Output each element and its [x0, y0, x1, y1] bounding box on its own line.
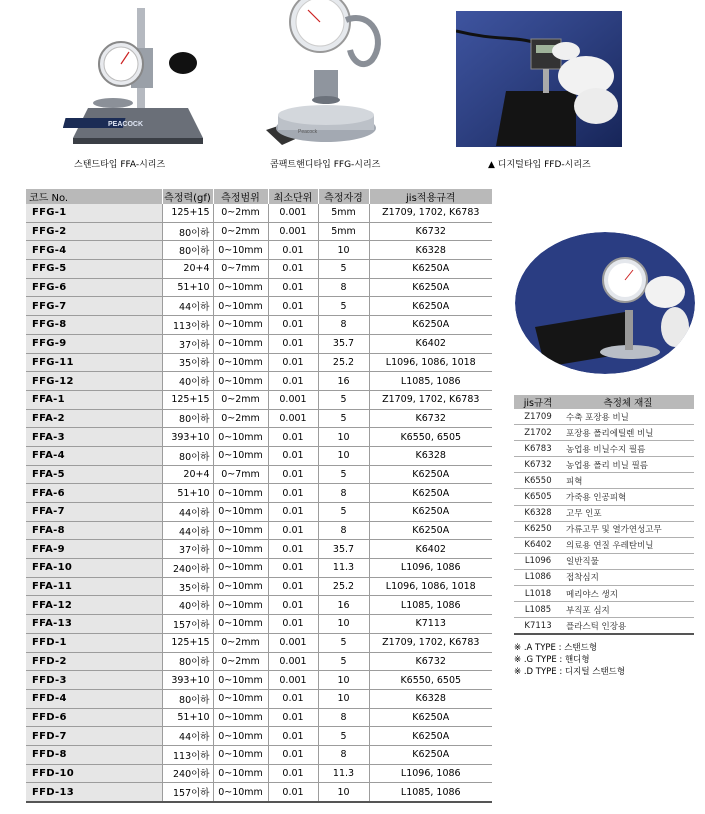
cell-jis: K6250A — [369, 260, 492, 279]
cell-resolution: 0.01 — [268, 708, 318, 727]
cell-range: 0~10mm — [213, 521, 268, 540]
cell-force: 125+15 — [162, 633, 213, 652]
cell-code: FFD-13 — [26, 783, 162, 802]
cell-jis: K6732 — [369, 652, 492, 671]
cell-force: 51+10 — [162, 278, 213, 297]
header-range: 측정범위 — [213, 189, 268, 204]
cell-jis: K6250A — [369, 465, 492, 484]
cell-range: 0~10mm — [213, 428, 268, 447]
cell-diameter: 11.3 — [318, 764, 369, 783]
cell-resolution: 0.001 — [268, 390, 318, 409]
cell-diameter: 8 — [318, 316, 369, 335]
cell-force: 80이하 — [162, 446, 213, 465]
table-row — [26, 689, 492, 708]
cell-range: 0~10mm — [213, 503, 268, 522]
cell-resolution: 0.01 — [268, 484, 318, 503]
cell-range: 0~10mm — [213, 540, 268, 559]
cell-jis: K6250A — [369, 745, 492, 764]
spec-table — [26, 189, 492, 803]
cell-jis: K6250A — [369, 316, 492, 335]
cell-force: 113이하 — [162, 316, 213, 335]
material-jis: L1086 — [514, 569, 562, 585]
header-material: 측정체 재질 — [562, 395, 694, 409]
table-row — [26, 559, 492, 578]
table-row — [26, 521, 492, 540]
material-name: 농업용 폴리 비닐 필름 — [562, 457, 694, 473]
cell-code: FFA-12 — [26, 596, 162, 615]
cell-jis: L1096, 1086 — [369, 559, 492, 578]
material-row — [514, 505, 694, 521]
cell-jis: K6250A — [369, 278, 492, 297]
cell-range: 0~2mm — [213, 204, 268, 222]
cell-resolution: 0.01 — [268, 540, 318, 559]
cell-jis: Z1709, 1702, K6783 — [369, 390, 492, 409]
cell-diameter: 35.7 — [318, 540, 369, 559]
cell-resolution: 0.01 — [268, 241, 318, 260]
material-table-header — [514, 395, 694, 409]
material-name: 메리야스 생지 — [562, 586, 694, 602]
photo-handy-type — [262, 0, 390, 150]
material-row — [514, 553, 694, 569]
cell-code: FFD-1 — [26, 633, 162, 652]
spec-table-header — [26, 189, 492, 204]
header-resolution: 최소단위 — [268, 189, 318, 204]
table-row — [26, 278, 492, 297]
cell-force: 157이하 — [162, 783, 213, 802]
cell-resolution: 0.001 — [268, 222, 318, 241]
cell-range: 0~2mm — [213, 409, 268, 428]
cell-range: 0~7mm — [213, 260, 268, 279]
cell-code: FFG-9 — [26, 334, 162, 353]
material-jis: K6732 — [514, 457, 562, 473]
material-jis: K6250 — [514, 521, 562, 537]
cell-force: 80이하 — [162, 241, 213, 260]
cell-jis: K6550, 6505 — [369, 671, 492, 690]
table-row — [26, 652, 492, 671]
cell-code: FFG-8 — [26, 316, 162, 335]
material-row — [514, 409, 694, 425]
cell-jis: L1096, 1086, 1018 — [369, 353, 492, 372]
material-name: 플라스틱 인장용 — [562, 618, 694, 635]
material-name: 고무 인포 — [562, 505, 694, 521]
table-row — [26, 727, 492, 746]
material-jis: L1085 — [514, 602, 562, 618]
cell-force: 20+4 — [162, 260, 213, 279]
cell-diameter: 5 — [318, 390, 369, 409]
note-a-type: ※ .A TYPE : 스탠드형 — [514, 643, 598, 653]
cell-code: FFG-1 — [26, 204, 162, 222]
cell-range: 0~2mm — [213, 652, 268, 671]
cell-resolution: 0.001 — [268, 409, 318, 428]
cell-jis: K6402 — [369, 540, 492, 559]
cell-diameter: 5mm — [318, 204, 369, 222]
cell-code: FFD-8 — [26, 745, 162, 764]
cell-jis: K7113 — [369, 615, 492, 634]
cell-jis: K6328 — [369, 446, 492, 465]
table-row — [26, 465, 492, 484]
cell-diameter: 10 — [318, 241, 369, 260]
cell-range: 0~10mm — [213, 596, 268, 615]
cell-force: 35이하 — [162, 577, 213, 596]
cell-code: FFA-10 — [26, 559, 162, 578]
cell-jis: K6250A — [369, 484, 492, 503]
material-row — [514, 425, 694, 441]
cell-code: FFA-1 — [26, 390, 162, 409]
cell-force: 40이하 — [162, 372, 213, 391]
cell-force: 44이하 — [162, 297, 213, 316]
cell-force: 80이하 — [162, 689, 213, 708]
table-row — [26, 353, 492, 372]
table-row — [26, 428, 492, 447]
cell-diameter: 8 — [318, 484, 369, 503]
header-force: 측정력(gf) — [162, 189, 213, 204]
cell-resolution: 0.01 — [268, 596, 318, 615]
cell-jis: Z1709, 1702, K6783 — [369, 204, 492, 222]
cell-diameter: 10 — [318, 615, 369, 634]
material-jis: K6550 — [514, 473, 562, 489]
cell-code: FFD-6 — [26, 708, 162, 727]
table-row — [26, 409, 492, 428]
cell-code: FFD-3 — [26, 671, 162, 690]
cell-resolution: 0.01 — [268, 428, 318, 447]
cell-range: 0~2mm — [213, 222, 268, 241]
cell-range: 0~10mm — [213, 708, 268, 727]
cell-diameter: 5 — [318, 409, 369, 428]
cell-code: FFD-2 — [26, 652, 162, 671]
cell-force: 80이하 — [162, 222, 213, 241]
cell-diameter: 10 — [318, 783, 369, 802]
table-row — [26, 577, 492, 596]
note-g-type: ※ .G TYPE : 핸디형 — [514, 655, 590, 665]
material-name: 포장용 폴리에틸렌 비닐 — [562, 425, 694, 441]
cell-code: FFA-8 — [26, 521, 162, 540]
cell-force: 44이하 — [162, 727, 213, 746]
cell-resolution: 0.01 — [268, 353, 318, 372]
material-name: 부직포 심지 — [562, 602, 694, 618]
cell-jis: Z1709, 1702, K6783 — [369, 633, 492, 652]
table-row — [26, 204, 492, 222]
cell-jis: K6250A — [369, 727, 492, 746]
cell-range: 0~2mm — [213, 390, 268, 409]
cell-jis: K6250A — [369, 521, 492, 540]
table-row — [26, 503, 492, 522]
cell-resolution: 0.01 — [268, 764, 318, 783]
material-name: 가류고무 및 열가연성고무 — [562, 521, 694, 537]
table-row — [26, 334, 492, 353]
cell-force: 125+15 — [162, 390, 213, 409]
table-row — [26, 241, 492, 260]
cell-force: 393+10 — [162, 671, 213, 690]
cell-range: 0~10mm — [213, 484, 268, 503]
cell-code: FFG-5 — [26, 260, 162, 279]
cell-diameter: 5 — [318, 727, 369, 746]
table-row — [26, 633, 492, 652]
table-row — [26, 708, 492, 727]
cell-code: FFA-9 — [26, 540, 162, 559]
material-row — [514, 586, 694, 602]
cell-code: FFG-4 — [26, 241, 162, 260]
cell-resolution: 0.01 — [268, 615, 318, 634]
cell-diameter: 25.2 — [318, 353, 369, 372]
cell-code: FFA-11 — [26, 577, 162, 596]
cell-range: 0~10mm — [213, 783, 268, 802]
cell-range: 0~7mm — [213, 465, 268, 484]
cell-range: 0~10mm — [213, 615, 268, 634]
cell-jis: K6732 — [369, 409, 492, 428]
cell-force: 44이하 — [162, 521, 213, 540]
cell-jis: K6550, 6505 — [369, 428, 492, 447]
cell-jis: L1096, 1086, 1018 — [369, 577, 492, 596]
cell-code: FFA-7 — [26, 503, 162, 522]
material-name: 일반직물 — [562, 553, 694, 569]
material-name: 가죽용 인공피혁 — [562, 489, 694, 505]
table-row — [26, 745, 492, 764]
cell-code: FFG-7 — [26, 297, 162, 316]
material-row — [514, 618, 694, 635]
material-name: 접착심지 — [562, 569, 694, 585]
cell-diameter: 10 — [318, 671, 369, 690]
cell-resolution: 0.01 — [268, 689, 318, 708]
cell-range: 0~10mm — [213, 241, 268, 260]
table-row — [26, 484, 492, 503]
cell-diameter: 8 — [318, 745, 369, 764]
cell-range: 0~10mm — [213, 764, 268, 783]
cell-code: FFA-2 — [26, 409, 162, 428]
caption-ffd: ▲ 디지털타입 FFD-시리즈 — [488, 160, 591, 170]
cell-force: 113이하 — [162, 745, 213, 764]
cell-diameter: 8 — [318, 278, 369, 297]
cell-range: 0~2mm — [213, 633, 268, 652]
cell-jis: K6328 — [369, 241, 492, 260]
cell-resolution: 0.001 — [268, 204, 318, 222]
cell-resolution: 0.001 — [268, 633, 318, 652]
cell-force: 44이하 — [162, 503, 213, 522]
cell-resolution: 0.01 — [268, 521, 318, 540]
cell-range: 0~10mm — [213, 727, 268, 746]
cell-range: 0~10mm — [213, 745, 268, 764]
cell-diameter: 5 — [318, 297, 369, 316]
material-name: 농업용 비닐수지 필름 — [562, 441, 694, 457]
cell-resolution: 0.01 — [268, 783, 318, 802]
photo-digital-type — [456, 11, 622, 147]
table-row — [26, 764, 492, 783]
cell-resolution: 0.01 — [268, 503, 318, 522]
table-row — [26, 372, 492, 391]
cell-force: 80이하 — [162, 652, 213, 671]
table-row — [26, 540, 492, 559]
cell-diameter: 25.2 — [318, 577, 369, 596]
material-jis: K6402 — [514, 537, 562, 553]
table-row — [26, 390, 492, 409]
cell-diameter: 10 — [318, 689, 369, 708]
material-row — [514, 473, 694, 489]
header-diameter: 측정자경 — [318, 189, 369, 204]
caption-ffg: 콤팩트핸디타입 FFG-시리즈 — [270, 160, 381, 170]
cell-range: 0~10mm — [213, 353, 268, 372]
cell-jis: K6402 — [369, 334, 492, 353]
cell-force: 51+10 — [162, 708, 213, 727]
cell-resolution: 0.01 — [268, 577, 318, 596]
cell-force: 125+15 — [162, 204, 213, 222]
cell-code: FFA-3 — [26, 428, 162, 447]
material-jis: Z1709 — [514, 409, 562, 425]
cell-jis: K6250A — [369, 708, 492, 727]
header-jis: jis적용규격 — [369, 189, 492, 204]
table-row — [26, 222, 492, 241]
cell-range: 0~10mm — [213, 577, 268, 596]
svg-text:Peacock: Peacock — [298, 129, 318, 135]
cell-force: 37이하 — [162, 334, 213, 353]
material-row — [514, 537, 694, 553]
cell-resolution: 0.01 — [268, 465, 318, 484]
cell-code: FFG-2 — [26, 222, 162, 241]
cell-diameter: 11.3 — [318, 559, 369, 578]
cell-jis: L1096, 1086 — [369, 764, 492, 783]
material-row — [514, 489, 694, 505]
cell-jis: L1085, 1086 — [369, 783, 492, 802]
cell-jis: L1085, 1086 — [369, 372, 492, 391]
cell-code: FFA-6 — [26, 484, 162, 503]
cell-range: 0~10mm — [213, 689, 268, 708]
table-row — [26, 596, 492, 615]
cell-code: FFD-10 — [26, 764, 162, 783]
cell-resolution: 0.01 — [268, 559, 318, 578]
cell-resolution: 0.01 — [268, 297, 318, 316]
table-row — [26, 615, 492, 634]
cell-force: 393+10 — [162, 428, 213, 447]
material-row — [514, 457, 694, 473]
cell-force: 20+4 — [162, 465, 213, 484]
cell-resolution: 0.01 — [268, 446, 318, 465]
photo-round-gauge — [515, 232, 695, 374]
header-code: 코드 No. — [26, 189, 162, 204]
table-row — [26, 783, 492, 802]
cell-force: 35이하 — [162, 353, 213, 372]
cell-range: 0~10mm — [213, 278, 268, 297]
cell-code: FFG-12 — [26, 372, 162, 391]
cell-range: 0~10mm — [213, 297, 268, 316]
cell-code: FFA-4 — [26, 446, 162, 465]
material-jis: K6783 — [514, 441, 562, 457]
cell-force: 51+10 — [162, 484, 213, 503]
cell-jis: L1085, 1086 — [369, 596, 492, 615]
cell-resolution: 0.001 — [268, 652, 318, 671]
photo-stand-type — [63, 8, 213, 148]
cell-resolution: 0.001 — [268, 671, 318, 690]
cell-diameter: 10 — [318, 446, 369, 465]
cell-diameter: 5mm — [318, 222, 369, 241]
cell-resolution: 0.01 — [268, 372, 318, 391]
cell-diameter: 8 — [318, 521, 369, 540]
cell-diameter: 5 — [318, 652, 369, 671]
cell-code: FFA-5 — [26, 465, 162, 484]
table-row — [26, 446, 492, 465]
cell-force: 37이하 — [162, 540, 213, 559]
material-jis: Z1702 — [514, 425, 562, 441]
cell-diameter: 16 — [318, 596, 369, 615]
cell-resolution: 0.01 — [268, 316, 318, 335]
cell-diameter: 16 — [318, 372, 369, 391]
table-row — [26, 260, 492, 279]
cell-force: 240이하 — [162, 764, 213, 783]
cell-jis: K6250A — [369, 503, 492, 522]
cell-code: FFD-7 — [26, 727, 162, 746]
cell-code: FFA-13 — [26, 615, 162, 634]
material-jis: L1018 — [514, 586, 562, 602]
table-row — [26, 297, 492, 316]
cell-code: FFG-6 — [26, 278, 162, 297]
cell-code: FFD-4 — [26, 689, 162, 708]
cell-diameter: 8 — [318, 708, 369, 727]
cell-force: 40이하 — [162, 596, 213, 615]
material-row — [514, 521, 694, 537]
cell-resolution: 0.01 — [268, 334, 318, 353]
cell-force: 80이하 — [162, 409, 213, 428]
peacock-logo: PEACOCK — [108, 121, 144, 128]
material-name: 의료용 연질 우레탄비닐 — [562, 537, 694, 553]
cell-range: 0~10mm — [213, 559, 268, 578]
cell-range: 0~10mm — [213, 446, 268, 465]
cell-range: 0~10mm — [213, 316, 268, 335]
material-row — [514, 602, 694, 618]
header-jis-standard: jis규격 — [514, 395, 562, 409]
table-row — [26, 316, 492, 335]
cell-code: FFG-11 — [26, 353, 162, 372]
cell-force: 157이하 — [162, 615, 213, 634]
cell-diameter: 35.7 — [318, 334, 369, 353]
table-row — [26, 671, 492, 690]
cell-force: 240이하 — [162, 559, 213, 578]
note-d-type: ※ .D TYPE : 디지털 스탠드형 — [514, 667, 626, 677]
cell-resolution: 0.01 — [268, 278, 318, 297]
material-name: 피혁 — [562, 473, 694, 489]
cell-range: 0~10mm — [213, 334, 268, 353]
cell-resolution: 0.01 — [268, 260, 318, 279]
cell-jis: K6732 — [369, 222, 492, 241]
cell-diameter: 5 — [318, 633, 369, 652]
material-jis: K7113 — [514, 618, 562, 635]
material-table — [514, 395, 694, 635]
caption-ffa: 스탠드타입 FFA-시리즈 — [74, 160, 166, 170]
cell-jis: K6328 — [369, 689, 492, 708]
type-notes — [514, 642, 625, 678]
material-row — [514, 441, 694, 457]
cell-resolution: 0.01 — [268, 727, 318, 746]
cell-diameter: 10 — [318, 428, 369, 447]
cell-range: 0~10mm — [213, 372, 268, 391]
material-jis: L1096 — [514, 553, 562, 569]
cell-range: 0~10mm — [213, 671, 268, 690]
cell-diameter: 5 — [318, 503, 369, 522]
material-row — [514, 569, 694, 585]
cell-jis: K6250A — [369, 297, 492, 316]
cell-diameter: 5 — [318, 260, 369, 279]
material-jis: K6505 — [514, 489, 562, 505]
material-jis: K6328 — [514, 505, 562, 521]
cell-resolution: 0.01 — [268, 745, 318, 764]
cell-diameter: 5 — [318, 465, 369, 484]
material-name: 수축 포장용 비닐 — [562, 409, 694, 425]
